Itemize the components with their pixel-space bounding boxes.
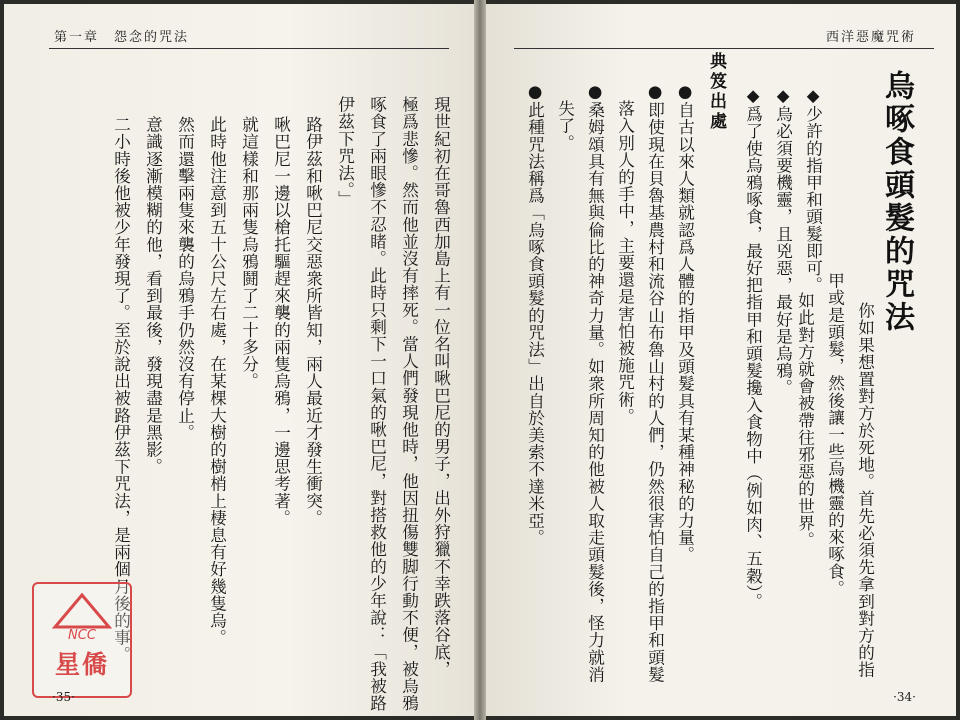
requirement-item: ◆爲了使烏鴉啄食，最好把指甲和頭髮攙入食物中（例如肉、五穀）。 [743, 86, 763, 611]
left-text-column: 啾巴尼一邊以槍托驅趕來襲的兩隻烏鴉，一邊思考著。 [271, 116, 291, 527]
triangle-logo-icon [52, 592, 112, 630]
book-gutter [474, 0, 486, 720]
requirement-item: ◆烏必須要機靈，且兇惡，最好是烏鴉。 [773, 86, 793, 397]
left-text-column: 然而還擊兩隻來襲的烏鴉手仍然沒有停止。 [175, 116, 195, 441]
left-text-column: 路伊茲和啾巴尼交惡衆所皆知，兩人最近才發生衝突。 [303, 116, 323, 527]
left-header-rule [49, 48, 449, 49]
source-column: ●即使現在貝魯基農村和流谷山布魯山村的人們，仍然很害怕自己的指甲和頭髮 [645, 82, 665, 683]
right-header-rule [514, 48, 934, 49]
source-column: 失了。 [555, 100, 575, 152]
left-text-column: 此時他注意到五十公尺左右處，在某棵大樹的樹梢上棲息有好幾隻烏。 [207, 116, 227, 647]
stamp-brand: NCC [68, 628, 96, 643]
intro-line: 你如果想置對方於死地。首先必須先拿到對方的指 [855, 302, 875, 679]
left-page-header: 第一章 怨念的咒法 [54, 30, 190, 45]
source-column: ●自古以來人類就認爲人體的指甲及頭髮具有某種神秘的力量。 [675, 82, 695, 564]
source-column: ●此種咒法稱爲「烏啄食頭髮的咒法」出自於美索不達米亞。 [525, 82, 545, 547]
left-text-column: 二小時後他被少年發現了。至於說出被路伊茲下咒法，是兩個月後的事。 [111, 116, 131, 664]
source-column: 落入別人的手中，主要還是害怕被施咒術。 [615, 100, 635, 425]
intro-line: 如此對方就會被帶往邪惡的世界。 [795, 292, 815, 549]
left-page-number: ·35· [52, 690, 75, 704]
right-page-number: ·34· [893, 690, 916, 704]
left-text-column: 現世紀初在哥魯西加島上有一位名叫啾巴尼的男子，出外狩獵不幸跌落谷底， [431, 96, 451, 678]
stamp-text: 星僑 [54, 650, 109, 679]
right-page-header: 西洋惡魔咒術 [825, 30, 916, 45]
left-text-column: 就這樣和那兩隻烏鴉鬪了二十多分。 [239, 116, 259, 390]
source-heading: 典笈出處 [706, 52, 726, 132]
right-page [486, 4, 956, 716]
ncc-watermark-stamp [32, 582, 132, 698]
section-title: 烏啄食頭髮的咒法 [879, 70, 914, 334]
left-page [4, 4, 474, 716]
left-text-column: 伊茲下咒法。」 [335, 96, 355, 208]
left-text-column: 意識逐漸模糊的他，看到最後，發現盡是黑影。 [143, 116, 163, 476]
left-text-column: 啄食了兩眼慘不忍睹。此時只剩下一口氣的啾巴尼，對搭救他的少年說：「我被路 [367, 96, 387, 712]
left-text-column: 極爲悲慘。然而他並沒有摔死。當人們發現他時，他因扭傷雙脚行動不便，被烏鴉 [399, 96, 419, 712]
intro-line: 甲或是頭髮，然後讓一些烏機靈的來啄食。 [825, 272, 845, 597]
requirement-item: ◆少許的指甲和頭髮即可。 [803, 86, 823, 294]
source-column: ●桑姆頌具有無與倫比的神奇力量。如衆所周知的他被人取走頭髮後，怪力就消 [585, 82, 605, 683]
